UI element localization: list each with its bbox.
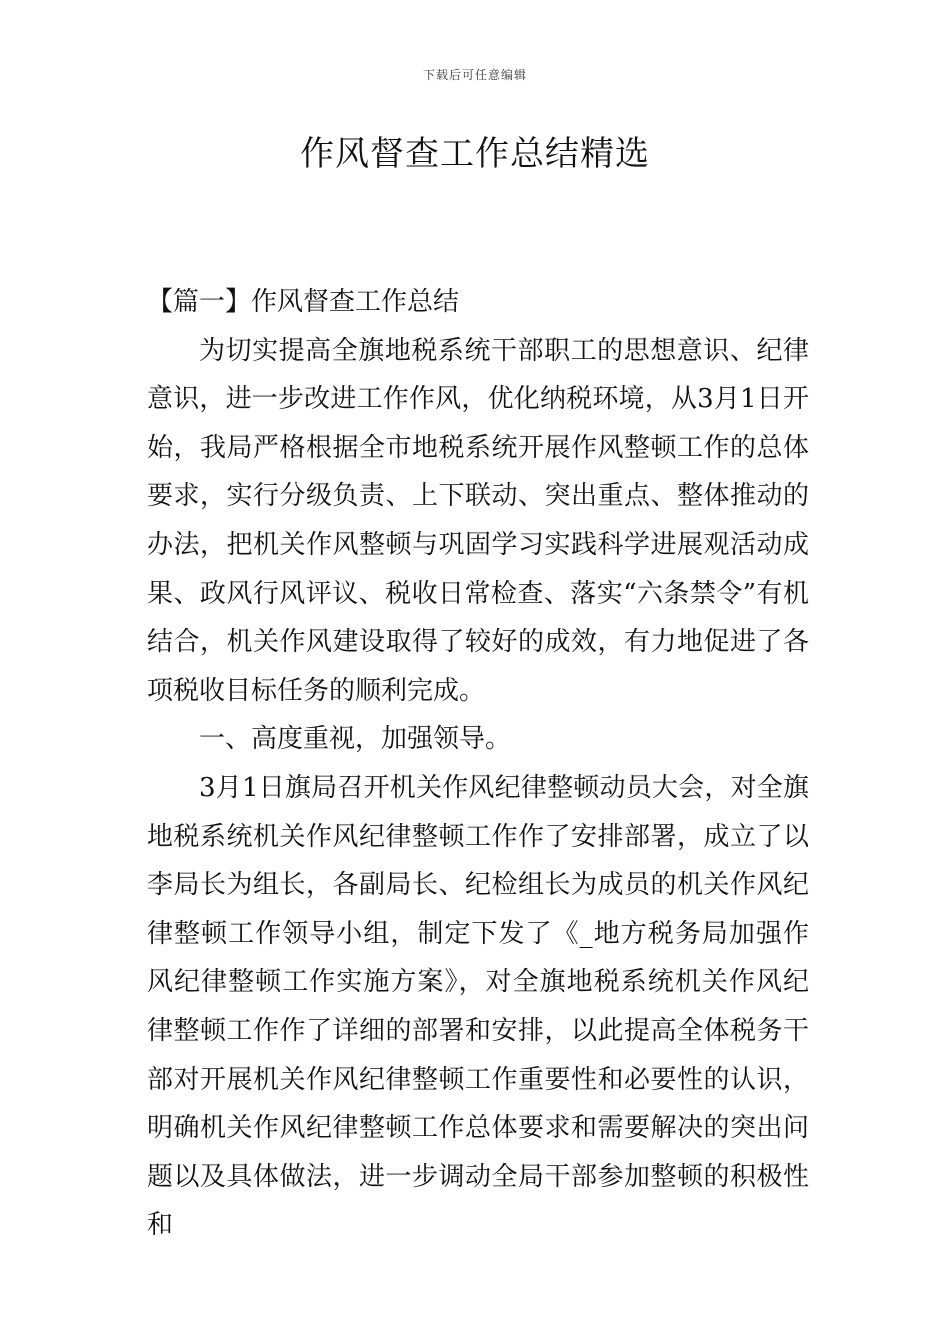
body-paragraph: 3月1日旗局召开机关作风纪律整顿动员大会，对全旗地税系统机关作风纪律整顿工作作了安排部署，成立了以李局长为组长，各副局长、纪检组长为成员的机关作风纪律整顿工作领导小组，制定下发了《_地方税务局加强作风纪律整顿工作实施方案》，对全旗地税系统机关作风纪律整顿工作作了详细的部署和安排，以此提高全体税务干部对开展机关作风纪律整顿工作重要性和必要性的认识，明确机关作风纪律整顿工作总体要求和需要解决的突出问题以及具体做法，进一步调动全局干部参加整顿的积极性和 <box>147 772 809 1241</box>
body-paragraph: 为切实提高全旗地税系统干部职工的思想意识、纪律意识，进一步改进工作作风，优化纳税环境，从3月1日开始，我局严格根据全市地税系统开展作风整顿工作的总体要求，实行分级负责、上下联动、突出重点、整体推动的办法，把机关作风整顿与巩固学习实践科学进展观活动成果、政风行风评议、税收日常检查、落实“六条禁令”有机结合，机关作风建设取得了较好的成效，有力地促进了各项税收目标任务的顺利完成。 <box>147 335 809 706</box>
header-note: 下载后可任意编辑 <box>422 68 527 82</box>
document-body <box>147 278 809 1250</box>
document-title: 作风督查工作总结精选 <box>300 134 650 174</box>
section-heading: 【篇一】作风督查工作总结 <box>147 287 460 317</box>
subsection-heading: 一、高度重视，加强领导。 <box>199 724 512 755</box>
